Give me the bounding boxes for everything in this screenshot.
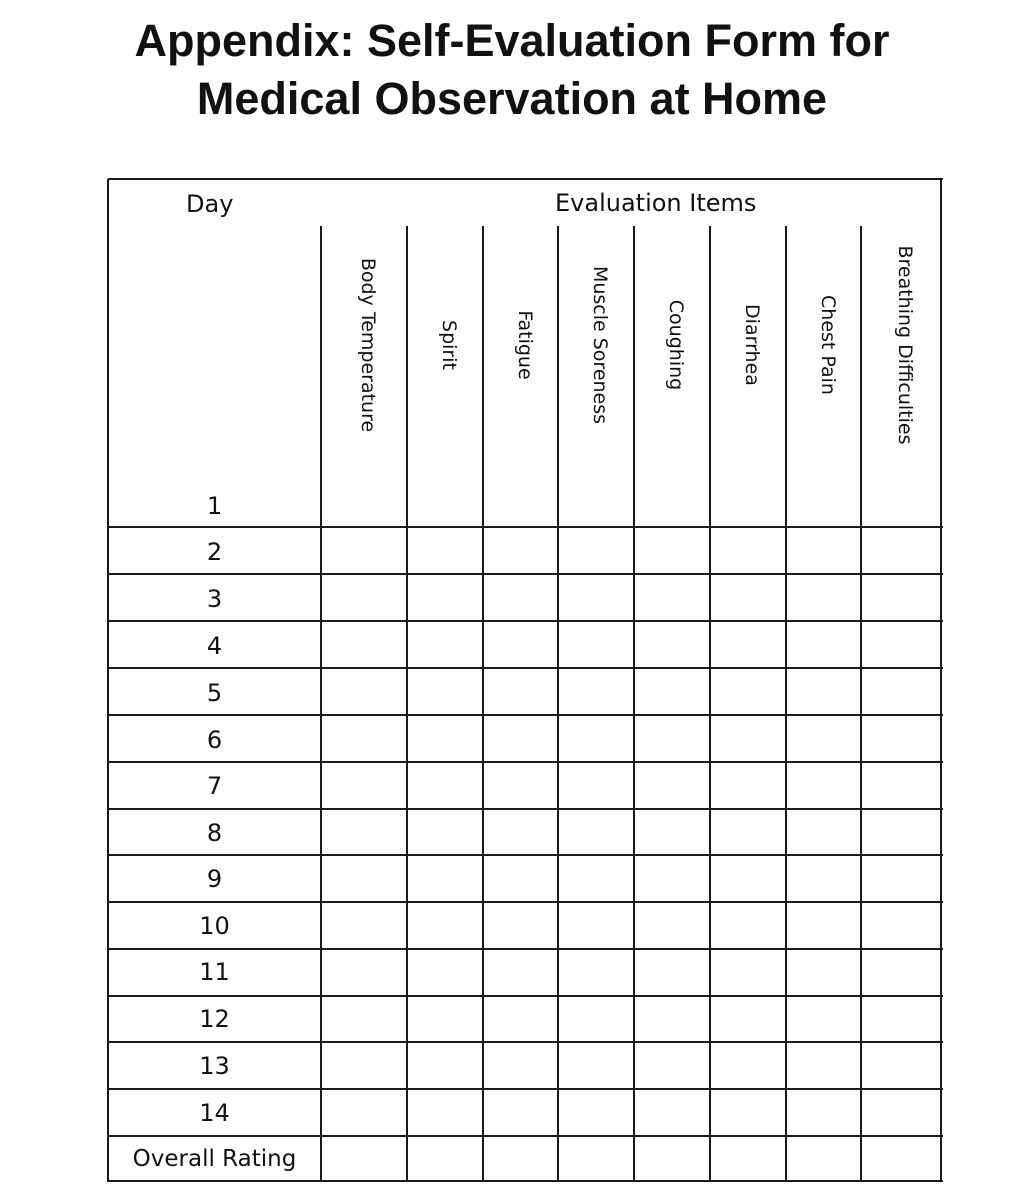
evaluation-cell[interactable] — [787, 622, 860, 667]
evaluation-cell[interactable] — [862, 997, 940, 1041]
evaluation-cell[interactable] — [862, 950, 940, 995]
col-chest-pain-header: Chest Pain — [816, 295, 839, 395]
evaluation-cell[interactable] — [322, 1043, 406, 1088]
evaluation-cell[interactable] — [635, 1090, 709, 1135]
evaluation-cell[interactable] — [787, 810, 860, 854]
evaluation-cell[interactable] — [559, 575, 633, 620]
evaluation-cell[interactable] — [711, 997, 785, 1041]
evaluation-cell[interactable] — [635, 528, 709, 573]
evaluation-cell[interactable] — [408, 622, 482, 667]
day-row-label: 2 — [206, 538, 223, 566]
evaluation-cell[interactable] — [559, 763, 633, 808]
day-row-label: 3 — [206, 585, 223, 613]
evaluation-cell[interactable] — [408, 716, 482, 761]
evaluation-cell[interactable] — [408, 528, 482, 573]
evaluation-cell[interactable] — [862, 763, 940, 808]
col-diarrhea-header: Diarrhea — [741, 304, 763, 386]
evaluation-cell[interactable] — [711, 903, 785, 948]
evaluation-cell[interactable] — [484, 763, 557, 808]
evaluation-cell[interactable] — [484, 716, 557, 761]
evaluation-cell[interactable] — [484, 810, 557, 854]
title-line-1: Appendix: Self-Evaluation Form for — [134, 15, 890, 66]
evaluation-cell[interactable] — [408, 1137, 482, 1180]
evaluation-cell[interactable] — [635, 1137, 709, 1180]
evaluation-cell[interactable] — [484, 1043, 557, 1088]
evaluation-cell[interactable] — [484, 528, 557, 573]
evaluation-cell[interactable] — [635, 950, 709, 995]
day-row-label: 6 — [206, 726, 223, 754]
evaluation-cell[interactable] — [711, 763, 785, 808]
evaluation-cell[interactable] — [408, 1090, 482, 1135]
evaluation-cell[interactable] — [484, 622, 557, 667]
evaluation-cell[interactable] — [322, 716, 406, 761]
evaluation-cell[interactable] — [635, 810, 709, 854]
day-row-label: 13 — [199, 1052, 230, 1080]
evaluation-cell[interactable] — [559, 669, 633, 714]
evaluation-cell[interactable] — [408, 856, 482, 901]
evaluation-cell[interactable] — [787, 1137, 860, 1180]
evaluation-cell[interactable] — [862, 669, 940, 714]
col-body-temperature-header: Body Temperature — [357, 257, 379, 433]
evaluation-cell[interactable] — [484, 575, 557, 620]
evaluation-cell[interactable] — [711, 484, 785, 526]
evaluation-cell[interactable] — [322, 856, 406, 901]
day-row-label: 7 — [206, 772, 223, 800]
evaluation-cell[interactable] — [559, 528, 633, 573]
evaluation-cell[interactable] — [862, 716, 940, 761]
evaluation-cell[interactable] — [408, 903, 482, 948]
day-row-label: 1 — [206, 492, 223, 520]
evaluation-cell[interactable] — [787, 669, 860, 714]
evaluation-cell[interactable] — [322, 669, 406, 714]
evaluation-cell[interactable] — [711, 622, 785, 667]
evaluation-cell[interactable] — [322, 1137, 406, 1180]
evaluation-cell[interactable] — [862, 1090, 940, 1135]
evaluation-cell[interactable] — [787, 1090, 860, 1135]
evaluation-cell[interactable] — [484, 856, 557, 901]
evaluation-cell[interactable] — [559, 950, 633, 995]
evaluation-cell[interactable] — [711, 950, 785, 995]
day-row-label: 11 — [199, 958, 230, 986]
evaluation-cell[interactable] — [862, 622, 940, 667]
evaluation-cell[interactable] — [635, 716, 709, 761]
evaluation-cell[interactable] — [862, 1137, 940, 1180]
evaluation-cell[interactable] — [862, 810, 940, 854]
evaluation-cell[interactable] — [408, 997, 482, 1041]
evaluation-cell[interactable] — [635, 669, 709, 714]
evaluation-cell[interactable] — [559, 622, 633, 667]
evaluation-cell[interactable] — [408, 950, 482, 995]
evaluation-cell[interactable] — [635, 763, 709, 808]
evaluation-cell[interactable] — [635, 1043, 709, 1088]
day-row-label: 12 — [199, 1005, 230, 1033]
evaluation-cell[interactable] — [635, 484, 709, 526]
day-row-label: 8 — [206, 819, 223, 847]
evaluation-cell[interactable] — [635, 575, 709, 620]
evaluation-cell[interactable] — [408, 1043, 482, 1088]
evaluation-cell[interactable] — [787, 528, 860, 573]
evaluation-cell[interactable] — [322, 997, 406, 1041]
evaluation-cell[interactable] — [711, 810, 785, 854]
evaluation-cell[interactable] — [559, 1043, 633, 1088]
evaluation-cell[interactable] — [711, 1090, 785, 1135]
evaluation-cell[interactable] — [484, 903, 557, 948]
evaluation-cell[interactable] — [635, 997, 709, 1041]
evaluation-cell[interactable] — [787, 575, 860, 620]
evaluation-cell[interactable] — [484, 1137, 557, 1180]
evaluation-cell[interactable] — [559, 903, 633, 948]
day-row-label: 14 — [199, 1099, 230, 1127]
evaluation-cell[interactable] — [408, 763, 482, 808]
evaluation-cell[interactable] — [322, 575, 406, 620]
evaluation-cell[interactable] — [787, 950, 860, 995]
evaluation-cell[interactable] — [862, 903, 940, 948]
table-border-top — [108, 178, 943, 180]
title-line-2: Medical Observation at Home — [196, 73, 828, 124]
evaluation-cell[interactable] — [559, 997, 633, 1041]
evaluation-cell[interactable] — [408, 484, 482, 526]
evaluation-cell[interactable] — [635, 856, 709, 901]
evaluation-cell[interactable] — [711, 856, 785, 901]
evaluation-cell[interactable] — [322, 622, 406, 667]
evaluation-cell[interactable] — [787, 716, 860, 761]
evaluation-cell[interactable] — [322, 1090, 406, 1135]
overall-rating-label: Overall Rating — [132, 1146, 297, 1172]
day-row-label: 9 — [206, 865, 223, 893]
table-border-right — [940, 179, 942, 1182]
evaluation-cell[interactable] — [559, 1090, 633, 1135]
evaluation-cell[interactable] — [862, 484, 940, 526]
evaluation-cell[interactable] — [787, 856, 860, 901]
evaluation-cell[interactable] — [711, 1137, 785, 1180]
evaluation-cell[interactable] — [559, 716, 633, 761]
evaluation-cell[interactable] — [484, 997, 557, 1041]
evaluation-cell[interactable] — [408, 669, 482, 714]
evaluation-cell[interactable] — [711, 716, 785, 761]
evaluation-cell[interactable] — [559, 1137, 633, 1180]
evaluation-cell[interactable] — [484, 669, 557, 714]
col-breathing-difficulties-header: Breathing Difficulties — [894, 245, 916, 445]
day-row-label: 4 — [206, 632, 223, 660]
evaluation-cell[interactable] — [322, 763, 406, 808]
evaluation-cell[interactable] — [711, 528, 785, 573]
evaluation-cell[interactable] — [322, 484, 406, 526]
evaluation-cell[interactable] — [484, 1090, 557, 1135]
evaluation-cell[interactable] — [635, 622, 709, 667]
evaluation-cell[interactable] — [322, 528, 406, 573]
evaluation-cell[interactable] — [787, 903, 860, 948]
day-row-label: 5 — [206, 679, 223, 707]
evaluation-cell[interactable] — [559, 810, 633, 854]
evaluation-cell[interactable] — [787, 484, 860, 526]
evaluation-cell[interactable] — [862, 1043, 940, 1088]
evaluation-cell[interactable] — [862, 856, 940, 901]
evaluation-cell[interactable] — [484, 484, 557, 526]
evaluation-cell[interactable] — [559, 856, 633, 901]
evaluation-cell[interactable] — [711, 1043, 785, 1088]
evaluation-cell[interactable] — [711, 575, 785, 620]
evaluation-cell[interactable] — [787, 763, 860, 808]
col-fatigue-header: Fatigue — [513, 310, 536, 380]
evaluation-cell[interactable] — [484, 950, 557, 995]
evaluation-cell[interactable] — [322, 950, 406, 995]
evaluation-items-header: Evaluation Items — [555, 189, 757, 217]
day-header: Day — [186, 190, 234, 218]
evaluation-cell[interactable] — [408, 575, 482, 620]
table-border-bottom — [108, 1180, 943, 1182]
col-spirit-header: Spirit — [438, 320, 460, 370]
evaluation-cell[interactable] — [862, 528, 940, 573]
day-row-label: 10 — [199, 912, 230, 940]
evaluation-cell[interactable] — [408, 810, 482, 854]
col-muscle-soreness-header: Muscle Soreness — [589, 265, 611, 425]
evaluation-cell[interactable] — [322, 810, 406, 854]
evaluation-cell[interactable] — [711, 669, 785, 714]
evaluation-cell[interactable] — [559, 484, 633, 526]
evaluation-cell[interactable] — [322, 903, 406, 948]
evaluation-cell[interactable] — [635, 903, 709, 948]
col-coughing-header: Coughing — [665, 299, 687, 391]
evaluation-cell[interactable] — [787, 1043, 860, 1088]
evaluation-cell[interactable] — [787, 997, 860, 1041]
evaluation-cell[interactable] — [862, 575, 940, 620]
